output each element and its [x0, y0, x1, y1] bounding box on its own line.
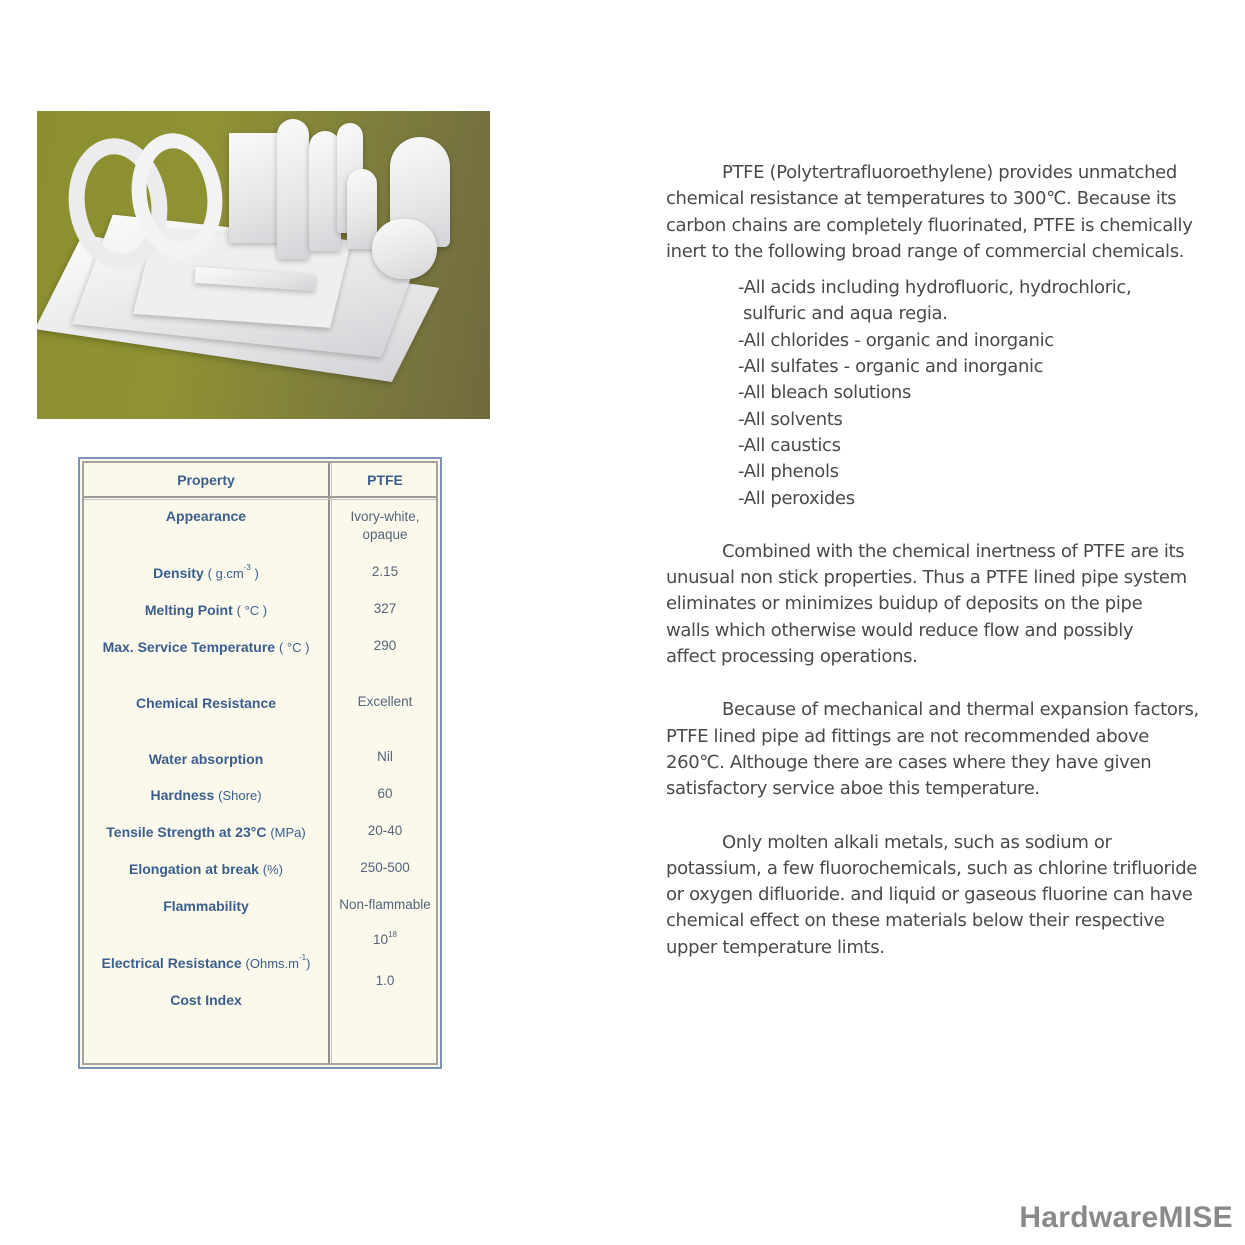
header-divider	[84, 496, 436, 500]
row-appearance-value: Ivory-white, opaque	[350, 509, 420, 542]
ptfe-rod	[277, 119, 309, 259]
row-cost-index-label: Cost Index	[170, 992, 242, 1008]
row-cost-index-value: 1.0	[375, 973, 395, 988]
exceptions-paragraph: Only molten alkali metals, such as sodium or potassium, a few fluorochemicals, such as chlorine trifluoride or oxygen difluoride. and liquid or gaseous fluorine can have chemical effect on these materials below their respective upper temperature limts.	[666, 831, 1198, 958]
row-water-absorption-value: Nil	[377, 749, 393, 764]
row-flammability-value: Non-flammable	[339, 897, 431, 912]
intro-paragraph: PTFE (Polytertrafluoroethylene) provides unmatched chemical resistance at temperatures to 300℃. Because its carbon chains are completely fluorinated, PTFE is chemically inert to the following broad range of commercial chemicals.	[666, 162, 1193, 262]
list-item: -All phenols	[738, 461, 839, 483]
row-electrical-resistance-label: Electrical Resistance $(Ohms.m^{-1})$	[101, 953, 311, 971]
list-item: -All acids including hydrofluoric, hydrochloric, sulfuric and aqua regia.	[738, 277, 1132, 325]
row-tensile-strength-label: Tensile Strength at 23°C (MPa)	[106, 824, 306, 840]
row-max-service-temp-label: Max. Service Temperature ( °C )	[102, 639, 310, 655]
list-item: -All bleach solutions	[738, 382, 912, 404]
header-property: Property	[177, 472, 235, 488]
row-hardness-value: 60	[377, 786, 393, 801]
list-item: -All peroxides	[738, 487, 855, 509]
row-chemical-resistance-label: Chemical Resistance	[135, 695, 277, 711]
description-text	[666, 160, 1226, 961]
row-max-service-temp-value: 290	[373, 638, 397, 653]
row-hardness-label: Hardness (Shore)	[150, 787, 262, 803]
ptfe-rod	[347, 169, 377, 249]
row-melting-point-label: Melting Point ( °C )	[144, 602, 268, 618]
row-water-absorption-label: Water absorption	[148, 751, 264, 767]
row-elongation-value: 250-500	[360, 860, 410, 875]
row-tensile-strength-value: 20-40	[367, 823, 403, 838]
non-stick-paragraph: Combined with the chemical inertness of PTFE are its unusual non stick properties. Thus a PTFE lined pipe system eliminates or minimizes buidup of deposits on the pipe walls which otherwise would reduce flow and possibly affect processing operations.	[666, 540, 1187, 668]
row-density-value: 2.15	[371, 564, 399, 579]
row-flammability-label: Flammability	[163, 898, 249, 914]
chemical-list	[738, 275, 1226, 512]
list-item: -All solvents	[738, 408, 843, 430]
row-electrical-resistance-value: $10^{18}$	[373, 930, 397, 947]
header-ptfe: PTFE	[367, 472, 403, 488]
temperature-paragraph: Because of mechanical and thermal expansion factors, PTFE lined pipe ad fittings are not recommended above 260℃. Althouge there are cases where they have given satisfactory service aboe this temperature.	[666, 699, 1199, 800]
row-chemical-resistance-value: Excellent	[357, 694, 413, 709]
row-melting-point-value: 327	[373, 601, 397, 616]
ptfe-tube	[372, 219, 437, 279]
watermark-logo: HardwareMISE	[1019, 1201, 1233, 1234]
properties-table	[78, 457, 442, 1069]
row-density-label: Density ( $g.cm^{-3}$ )	[153, 563, 259, 581]
list-item: -All caustics	[738, 434, 841, 456]
list-item: -All chlorides - organic and inorganic	[738, 329, 1054, 351]
product-photo	[37, 111, 490, 419]
row-elongation-label: Elongation at break (%)	[128, 861, 284, 877]
row-appearance-label: Appearance	[165, 508, 247, 524]
list-item: -All sulfates - organic and inorganic	[738, 356, 1044, 378]
